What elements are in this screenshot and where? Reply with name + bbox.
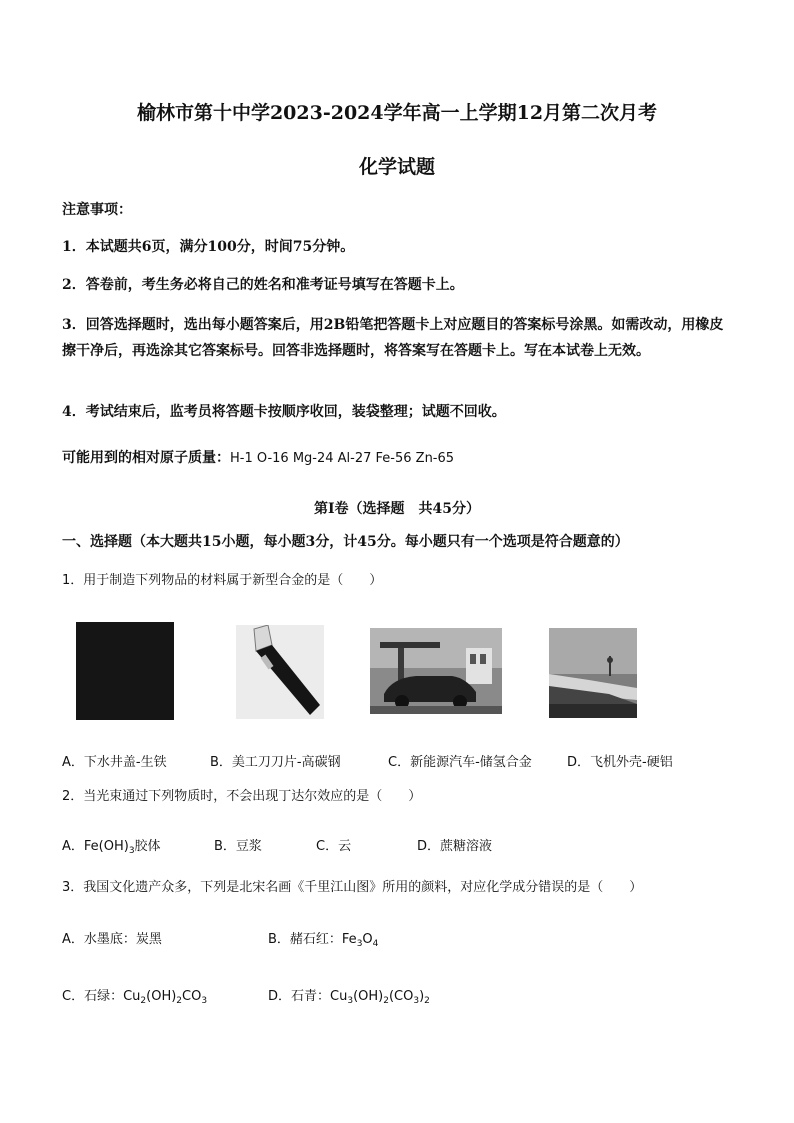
q3-option-d-sub1: 3: [347, 996, 354, 1006]
note-item-2: 2．答卷前，考生务必将自己的姓名和准考证号填写在答题卡上。: [62, 277, 464, 293]
q2-option-c: C．云: [316, 839, 352, 854]
section-title: 第Ⅰ卷（选择题 共45分）: [313, 501, 481, 517]
q2-option-d: D．蔗糖溶液: [417, 839, 493, 854]
q3-option-b-mid: O: [362, 932, 373, 947]
q3-option-c-suffix: CO: [182, 989, 202, 1004]
q3-option-d-close: ): [419, 989, 425, 1004]
q3-option-b: [268, 928, 378, 947]
q3-option-b-sub2: 4: [372, 939, 379, 949]
q2-option-a-suffix: 胶体: [134, 839, 161, 854]
manhole-cover-image: [76, 622, 174, 720]
q3-option-d-sub2: 2: [383, 996, 389, 1006]
atomic-masses-label: 可能用到的相对原子质量：: [62, 450, 230, 466]
question-3-stem: 3．我国文化遗产众多，下列是北宋名画《千里江山图》所用的颜料，对应化学成分错误的是（ ）: [62, 880, 643, 895]
note-item-3: 3．回答选择题时，选出每小题答案后，用2B铅笔把答题卡上对应题目的答案标号涂黑。如需改动，用橡皮擦干净后，再选涂其它答案标号。回答非选择题时，将答案写在答题卡上。写在本试卷上无效。: [62, 317, 724, 359]
q3-option-b-sub1: 3: [356, 939, 363, 949]
q3-option-d-mid: (OH): [353, 989, 384, 1004]
q3-option-a: A．水墨底：炭黑: [62, 932, 162, 947]
q3-option-c-mid: (OH): [146, 989, 177, 1004]
q1-option-b: B．美工刀刀片-高碳钢: [210, 755, 341, 770]
q3-option-c-prefix: C．石绿：Cu: [62, 989, 141, 1004]
q3-option-c-sub3: 3: [201, 996, 208, 1006]
q2-option-a-sub: 3: [128, 846, 135, 856]
part-heading: 一、选择题（本大题共15小题，每小题3分，计45分。每小题只有一个选项是符合题意的）: [62, 534, 629, 550]
q1-option-a: A．下水井盖-生铁: [62, 755, 167, 770]
atomic-masses-values: H-1 O-16 Mg-24 Al-27 Fe-56 Zn-65: [230, 451, 455, 466]
q3-option-d-mid2: (CO: [388, 989, 414, 1004]
q1-option-c: C．新能源汽车-储氢合金: [388, 755, 532, 770]
q3-option-d: [268, 985, 430, 1004]
q3-option-c: [62, 985, 207, 1004]
q3-option-d-sub4: 2: [424, 996, 430, 1006]
question-2-stem: 2．当光束通过下列物质时，不会出现丁达尔效应的是（ ）: [62, 789, 422, 804]
note-item-1: 1．本试题共6页，满分100分，时间75分钟。: [62, 239, 355, 255]
question-1-stem: 1．用于制造下列物品的材料属于新型合金的是（ ）: [62, 573, 383, 588]
q2-option-b: B．豆浆: [214, 839, 262, 854]
exam-subtitle: 化学试题: [358, 156, 435, 178]
utility-knife-image: [236, 625, 324, 719]
airplane-image: [549, 628, 637, 718]
q2-option-a: [62, 835, 161, 854]
exam-title: 榆林市第十中学2023-2024学年高一上学期12月第二次月考: [136, 102, 658, 124]
q2-option-a-prefix: A．Fe(OH): [62, 839, 129, 854]
q3-option-b-prefix: B．赭石红：Fe: [268, 932, 357, 947]
q3-option-d-prefix: D．石青：Cu: [268, 989, 348, 1004]
notes-heading: 注意事项：: [62, 202, 132, 218]
note-item-4: 4．考试结束后，监考员将答题卡按顺序收回，装袋整理；试题不回收。: [62, 404, 506, 420]
q3-option-d-sub3: 3: [413, 996, 420, 1006]
q3-option-c-sub1: 2: [140, 996, 147, 1006]
q1-option-d: D．飞机外壳-硬铝: [567, 755, 673, 770]
atomic-masses: [62, 451, 454, 466]
q3-option-c-sub2: 2: [176, 996, 183, 1006]
new-energy-car-image: [370, 628, 502, 714]
